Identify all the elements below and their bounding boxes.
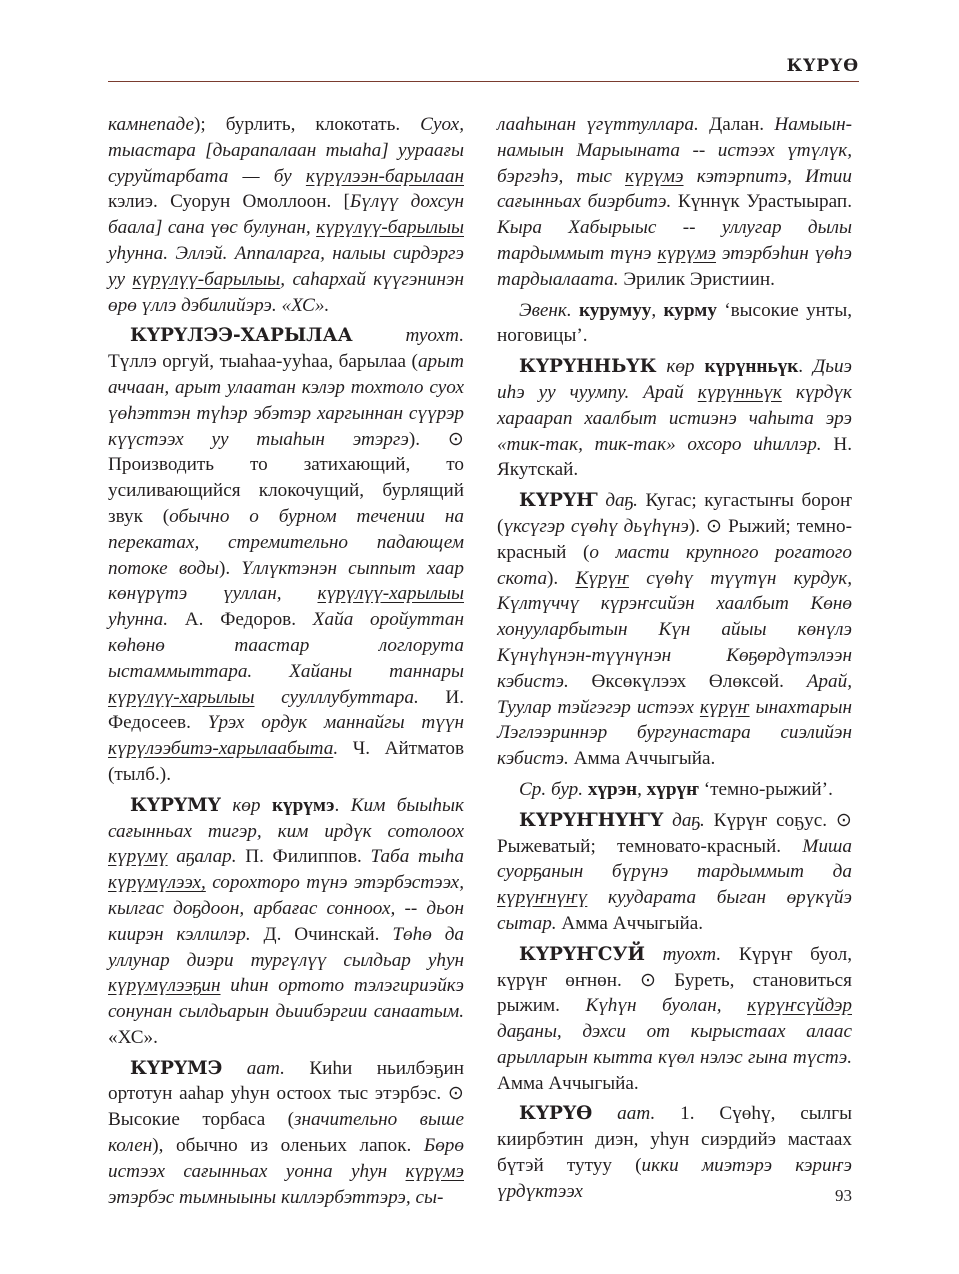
entry-kyrynnyk (497, 354, 852, 483)
text-span: этэрбэс тымныыны киллэрбэттэрэ, сы- (108, 1186, 444, 1208)
text-span: даҕаны, дэхси от кырыстаах алаас арылларын кытта күөл нэлэс гына түстэ. (497, 1021, 852, 1068)
text-span: Миша суорҕанын бүрүнэ тардыммыт да (497, 835, 852, 883)
source: И. Федосеев. (108, 686, 464, 734)
text-span: уһунна. (108, 609, 169, 631)
source: Н. Якутскай. (497, 433, 852, 481)
cognate-word: хүрэн (587, 778, 638, 800)
running-head: КҮРҮӨ (786, 56, 859, 76)
text-span: суулллубуттара. (254, 686, 419, 708)
headword-usage: күрүлүү-барылыы (316, 217, 464, 239)
text-span: аҕалар. (167, 846, 237, 868)
text-span: . (334, 794, 351, 816)
text-span: Киһи ньилбэҕин ортотун ааһар уһун остоох тыс этэрбэс. ⊙ Высокие торбаса ( (108, 1057, 464, 1131)
headword-usage: Күрүҥ (575, 567, 629, 589)
entry-kyryngnyngy (497, 808, 852, 937)
etymology-evenk (497, 298, 852, 350)
text-span: Күрүҥ буол, күрүҥ өҥнөн. ⊙ Буреть, становиться рыжим. (497, 943, 852, 1017)
source: Эрилик Эристиин. (618, 268, 775, 290)
text-span: Таба тыһа (370, 846, 464, 868)
text-span: үксүгэр сүөһү дьүһүнэ (503, 515, 689, 537)
source: Амма Аччыгыйа. (556, 912, 704, 934)
part-of-speech: туохт. (352, 325, 464, 347)
text-span: лааһынан үгүттуллара. (497, 114, 699, 135)
text-span: . (798, 356, 814, 378)
headword: КҮРҮМЭ (130, 1057, 223, 1079)
text-span: Кыра Хабырыыс -- уллугар дылы тардыммыт түнэ (497, 217, 852, 264)
entry-continuation-kyryleen (108, 112, 464, 318)
headword: КҮРҮМҮ (130, 794, 221, 816)
text-span: Күһүн буолан, (585, 995, 748, 1017)
text-span: Үллүктэнэн сыппыт хаар көнүрүтэ үуллан, (108, 557, 464, 605)
entry-kyryng (497, 488, 852, 772)
headword: КҮРҮҤНҮҤҮ (519, 809, 664, 831)
text-span: Түллэ оргуй, тыаһаа-ууһаа, барылаа ( (108, 351, 418, 373)
source: Далан. (698, 114, 775, 135)
source: «ХС». (108, 1026, 158, 1048)
text-span: уһунна. Эллэй. Аппаларга, налыы сирдэргэ уу (108, 242, 464, 290)
headword-usage: күрүлээбитэ-харылаабыта (108, 738, 334, 760)
text-span: , саһархай күүгэнинэн өрө үллэ дэбилийэрэ. «ХС». (108, 268, 464, 316)
cross-ref-word: күрүмэ (271, 794, 335, 816)
headword: КҮРҮННЬҮК (519, 356, 657, 378)
source: П. Филиппов. (236, 846, 371, 868)
headword: КҮРҮЛЭЭ-ХАРЫЛАА (130, 325, 353, 347)
source: Ч. Айтматов (тылб.). (108, 738, 464, 785)
text-span: , (637, 778, 647, 800)
text-span: сүөһү түүтүн курдук, Күлтүччү күрэҥсийэн хаалбыт Көнө хонууларбытын Күн айыы көнүлэ Күнүһүнэн-түүнүнэн Көҕөрдүтэлээн кэбистэ. (497, 567, 852, 692)
text-span: сорохторо түнэ этэрбэстээх, кылгас доҕдоон, арбағас сонноох, -- дьон киирэн кэллилэр. (108, 872, 464, 945)
headword: КҮРҮҤ (519, 490, 598, 512)
text-span: ). ⊙ Производить то затихающий, то усиливающийся клокочущий, бурлящий звук ( (108, 428, 464, 527)
headword-usage: күрүмэ (405, 1160, 464, 1182)
cognate-word: курумуу (579, 299, 652, 321)
source: Өксөкүлээх Өлөксөй. (568, 670, 807, 692)
source: Амма Аччыгыйа. (568, 748, 716, 770)
part-of-speech: даҕ. (597, 490, 638, 512)
headword-usage: күрүлүү-харылыы (108, 686, 255, 708)
cognate-word: курму (663, 299, 717, 321)
entry-continuation-kyryme (497, 112, 852, 293)
text-span: . (333, 738, 339, 760)
language-label: Ср. бур. (519, 778, 584, 800)
headword: КҮРҮҤСУЙ (519, 943, 645, 965)
text-span (572, 300, 579, 321)
text-span: ); бурлить, клокотать. (194, 114, 421, 135)
text-span: куударата быган өрүкүйэ сытар. (497, 887, 852, 934)
page-header (108, 50, 859, 82)
cognate-word: хүрүҥ (646, 778, 699, 800)
entry-kyrylee-kharylaa (108, 323, 464, 787)
cross-ref-word: күрүнньүк (704, 356, 799, 378)
text-span: Ким быыһык сағынньах тигэр, ким ирдүк сотолоох (108, 794, 464, 842)
headword-usage: күрүмүлээх, (108, 872, 206, 894)
source: Д. Очинскай. (250, 923, 393, 945)
text-span: Үрэх ордук маннайгы түүн (207, 712, 464, 734)
text-span: күрдүк хараарап хаалбыт истиэнэ чаһыта эрэ «тик-так, тик-так» охсоро иһиллэр. (497, 381, 853, 455)
text-span: 1. Сүөһү, сылгы киирбэтин диэн, уһун сиэрдийэ мастаах бүтэй тутуу ( (497, 1103, 853, 1177)
entry-kyrymy (108, 793, 464, 1051)
text-span: ‘темно-рыжий’. (698, 778, 833, 800)
text-span: этэрбэһин үөһэ тардыалаата. (497, 242, 852, 290)
text-span: Бөрө истээх сағынньах уонна уһун (108, 1135, 464, 1182)
part-of-speech: туохт. (644, 943, 722, 965)
source: Күннүк Урастыырап. (671, 191, 852, 213)
text-span: ‘высокие унты, ноговицы’. (497, 299, 853, 347)
source: А. Федоров. (168, 609, 313, 631)
text-span: Бүлүү дохсун баала] сана үөс булунан, (108, 191, 464, 239)
etymology-buryat (497, 777, 852, 803)
headword-usage: күрүмэ (657, 242, 717, 264)
entry-kyryme (108, 1056, 464, 1211)
headword-usage: күрүнньүк (697, 381, 782, 403)
headword: КҮРҮӨ (519, 1103, 593, 1125)
text-span: обычно о бурном течении на перекатах, стремительно падающем потоке воды (108, 505, 464, 579)
entry-kyryngsuy (497, 942, 852, 1097)
text-span: значительно выше колен (108, 1109, 464, 1157)
language-label: Эвенк. (519, 299, 572, 321)
headword-usage: күрүлүү-барылыы (132, 268, 281, 290)
left-column (108, 112, 464, 1215)
text-span: кэлиэ. Суорун Омоллоон. [ (108, 191, 350, 213)
headword-usage: күрүмэ (625, 165, 684, 187)
headword-usage: күрүҥнүҥү (497, 887, 588, 909)
text-span: Суох, тыастара [дьарапалаан тыаһа] уураағы суруйтарбата — бу (108, 114, 464, 187)
text-span: ). (219, 557, 242, 579)
text-span: о масти крупного рогатого скота (497, 541, 852, 589)
text-span: кэтэрпитэ, Итии сағынньах биэрбитэ. (497, 165, 852, 213)
text-span: икки миэтэрэ кэриҥэ үрдүктээх (497, 1155, 852, 1202)
headword-usage: күрүлээн-барылаан (305, 165, 464, 187)
cross-ref-label: көр (220, 794, 272, 816)
header-rule (108, 81, 859, 82)
headword-usage: күрүҥсүйдэр (747, 995, 852, 1017)
right-column (497, 112, 852, 1210)
text-span: Арай, Туулар тэйгэгэр истээх (497, 670, 852, 718)
headword-usage: күрүҥ (699, 696, 750, 718)
text-span: Хайа оройуттан көһөнө таастар логлорута ыстаммыттара. Хайаны таннары (108, 609, 464, 682)
text-span: Күрүҥ соҕус. ⊙ Рыжеватый; темновато-красный. (497, 809, 853, 857)
headword-usage: күрүмүлээҕин (108, 975, 221, 997)
text-span: ). ⊙ Рыжий; темно-красный ( (497, 515, 853, 563)
text-span: Намыын-намыын Марыыната -- истээх үтүлүк, бэргэһэ, тыс (497, 114, 852, 187)
text-span: ). (547, 567, 576, 589)
source: Амма Аччыгыйа. (497, 1072, 639, 1094)
text-span: ынахтарын Лэглээриннэр бургунастара сиэлийэн кэбистэ. (497, 696, 852, 770)
text-span: арыт аччаан, арыт улаатан кэлэр тохтоло суох үөһэттэн түһэр эбэтэр харгыннан сүүрэр күүстээх уу тыаһын этэргэ (108, 351, 464, 450)
entry-kyryo (497, 1101, 852, 1204)
text-span: , (651, 299, 664, 321)
text-span: Төһө да уллунар диэри тургүлүү сылдьар уһун (108, 923, 464, 971)
cross-ref-label: көр (656, 356, 705, 378)
text-span: иһин ортото тэлэгириэйкэ сонунан сылдьарын дьиибэргии санаатым. (108, 975, 464, 1023)
headword-usage: күрүлүү-харылыы (317, 583, 464, 605)
text-span: камнепаде (108, 114, 195, 135)
headword-usage: күрүмү (108, 846, 168, 868)
text-span: Кугас; кугастыҥы бороҥ ( (497, 490, 852, 537)
page-number: 93 (835, 1186, 852, 1205)
text-span: Дьиэ иһэ уу чуумпу. Арай (497, 356, 853, 403)
part-of-speech: аат. (222, 1057, 285, 1079)
part-of-speech: аат. (592, 1103, 656, 1125)
text-span: ), обычно из оленьих лапок. (152, 1135, 424, 1157)
part-of-speech: даҕ. (663, 809, 705, 831)
